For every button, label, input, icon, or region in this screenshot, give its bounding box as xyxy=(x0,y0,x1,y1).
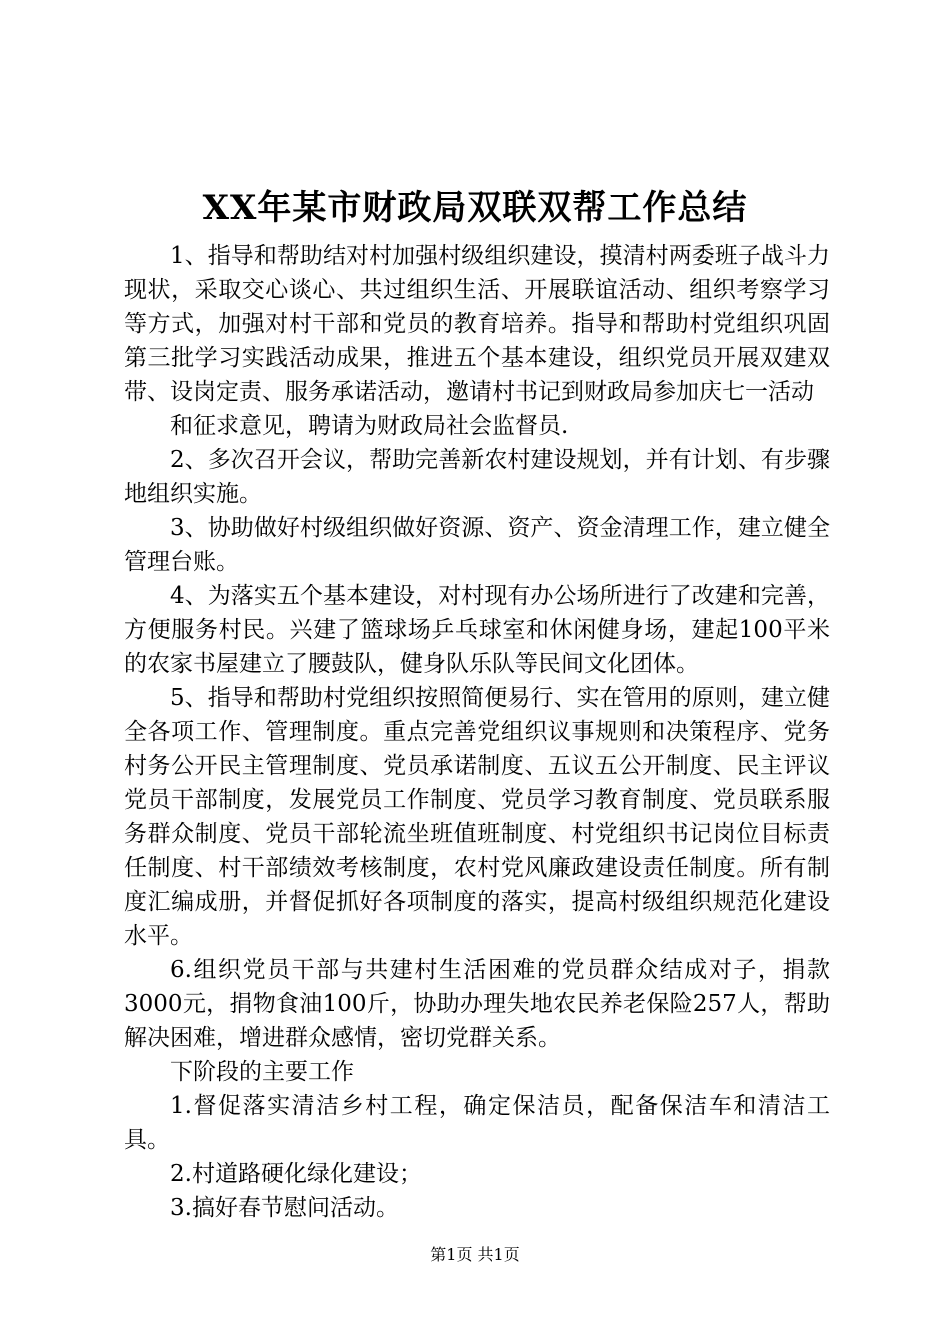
paragraph-6: 6.组织党员干部与共建村生活困难的党员群众结成对子，捐款3000元，捐物食油100斤，协助办理失地农民养老保险257人，帮助解决困难，增进群众感情，密切党群关系。 xyxy=(124,957,830,1051)
document-title: XX年某市财政局双联双帮工作总结 xyxy=(202,188,748,228)
next-stage-item-1: 1.督促落实清洁乡村工程，确定保洁员，配备保洁车和清洁工具。 xyxy=(124,1093,830,1153)
next-stage-heading: 下阶段的主要工作 xyxy=(170,1059,354,1085)
paragraph-1-continued: 和征求意见，聘请为财政局社会监督员. xyxy=(170,413,569,439)
paragraph-1: 1、指导和帮助结对村加强村级组织建设，摸清村两委班子战斗力现状，采取交心谈心、共过组织生活、开展联谊活动、组织考察学习等方式，加强对村干部和党员的教育培养。指导和帮助村党组织巩固第三批学习实践活动成果，推进五个基本建设，组织党员开展双建双带、设岗定责、服务承诺活动，邀请村书记到财政局参加庆七一活动 xyxy=(124,243,830,405)
paragraph-2: 2、多次召开会议，帮助完善新农村建设规划，并有计划、有步骤地组织实施。 xyxy=(124,447,830,507)
next-stage-item-3: 3.搞好春节慰问活动。 xyxy=(170,1195,399,1221)
paragraph-3: 3、协助做好村级组织做好资源、资产、资金清理工作，建立健全管理台账。 xyxy=(124,515,830,575)
document-body xyxy=(124,239,830,1225)
next-stage-item-2: 2.村道路硬化绿化建设； xyxy=(170,1161,422,1187)
page-number-footer: 第1页 共1页 xyxy=(430,1245,520,1264)
paragraph-4: 4、为落实五个基本建设，对村现有办公场所进行了改建和完善，方便服务村民。兴建了篮球场乒乓球室和休闲健身场，建起100平米的农家书屋建立了腰鼓队，健身队乐队等民间文化团体。 xyxy=(124,583,830,677)
paragraph-5: 5、指导和帮助村党组织按照简便易行、实在管用的原则，建立健全各项工作、管理制度。重点完善党组织议事规则和决策程序、党务村务公开民主管理制度、党员承诺制度、五议五公开制度、民主评议党员干部制度，发展党员工作制度、党员学习教育制度、党员联系服务群众制度、党员干部轮流坐班值班制度、村党组织书记岗位目标责任制度、村干部绩效考核制度，农村党风廉政建设责任制度。所有制度汇编成册，并督促抓好各项制度的落实，提高村级组织规范化建设水平。 xyxy=(124,685,830,949)
